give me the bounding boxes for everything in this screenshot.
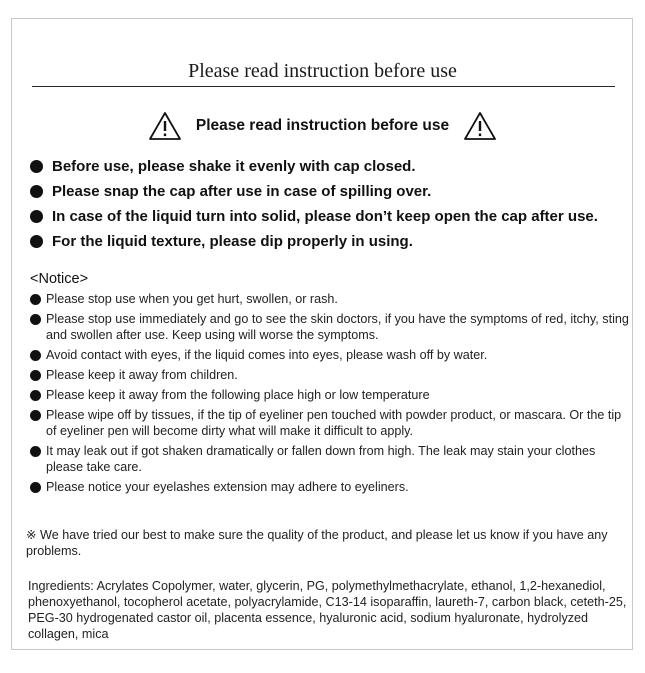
notice-text: It may leak out if got shaken dramatically or fallen down from high. The leak may stain your clothes please take care. (46, 444, 596, 474)
notice-item (30, 479, 630, 495)
notice-text: Please stop use when you get hurt, swollen, or rash. (46, 292, 338, 306)
usage-rules-list (30, 154, 635, 254)
notice-item (30, 407, 630, 439)
notice-item (30, 443, 630, 475)
notice-text: Please notice your eyelashes extension may adhere to eyeliners. (46, 480, 409, 494)
usage-rule (30, 154, 635, 179)
warning-text: Please read instruction before use (195, 117, 450, 134)
notice-item (30, 347, 630, 363)
bullet-icon (30, 314, 41, 325)
usage-rule-text: Please snap the cap after use in case of spilling over. (52, 183, 432, 200)
notice-text: Please keep it away from children. (46, 368, 238, 382)
notice-item (30, 367, 630, 383)
bullet-icon (30, 446, 41, 457)
notice-heading: <Notice> (30, 271, 89, 287)
bullet-icon (30, 482, 41, 493)
usage-rule-text: Before use, please shake it evenly with cap closed. (52, 158, 416, 175)
warning-triangle-icon (148, 111, 182, 141)
usage-rule (30, 204, 635, 229)
notice-list (30, 291, 630, 499)
usage-rule-text: For the liquid texture, please dip properly in using. (52, 233, 413, 250)
bullet-icon (30, 350, 41, 361)
bullet-icon (30, 410, 41, 421)
notice-item (30, 387, 630, 403)
warning-triangle-icon (463, 111, 497, 141)
bullet-icon (30, 370, 41, 381)
usage-rule-text: In case of the liquid turn into solid, please don’t keep open the cap after use. (52, 208, 598, 225)
quality-footnote: ※ We have tried our best to make sure the quality of the product, and please let us know if you have any problems. (26, 528, 608, 558)
bullet-icon (30, 390, 41, 401)
usage-rule (30, 229, 635, 254)
ingredients-list: Ingredients: Acrylates Copolymer, water, glycerin, PG, polymethylmethacrylate, ethanol, 1,2-hexanediol, phenoxyethanol, tocopherol acetate, polyacrylamide, C13-14 isoparaffin, laureth-7, carbon black, ceteth-25, PEG-30 hydrogenated castor oil, placenta essence, hyaluronic acid, sodium hyaluronate, hydrolyzed collagen, mica (28, 579, 627, 641)
notice-text: Please keep it away from the following place high or low temperature (46, 388, 430, 402)
bullet-icon (30, 294, 41, 305)
notice-text: Please stop use immediately and go to see the skin doctors, if you have the symptoms of red, itchy, sting and swollen after use. Keep using will worse the symptoms. (46, 312, 629, 342)
usage-rule (30, 179, 635, 204)
warning-banner (0, 110, 645, 142)
bullet-icon (30, 185, 43, 198)
page-title: Please read instruction before use (188, 60, 457, 82)
bullet-icon (30, 160, 43, 173)
notice-item (30, 291, 630, 307)
bullet-icon (30, 235, 43, 248)
notice-item (30, 311, 630, 343)
title-divider (32, 86, 615, 87)
bullet-icon (30, 210, 43, 223)
notice-text: Avoid contact with eyes, if the liquid comes into eyes, please wash off by water. (46, 348, 488, 362)
notice-text: Please wipe off by tissues, if the tip of eyeliner pen touched with powder product, or mascara. Or the tip of eyeliner pen will become dirty what will make it difficult to apply. (46, 408, 622, 438)
